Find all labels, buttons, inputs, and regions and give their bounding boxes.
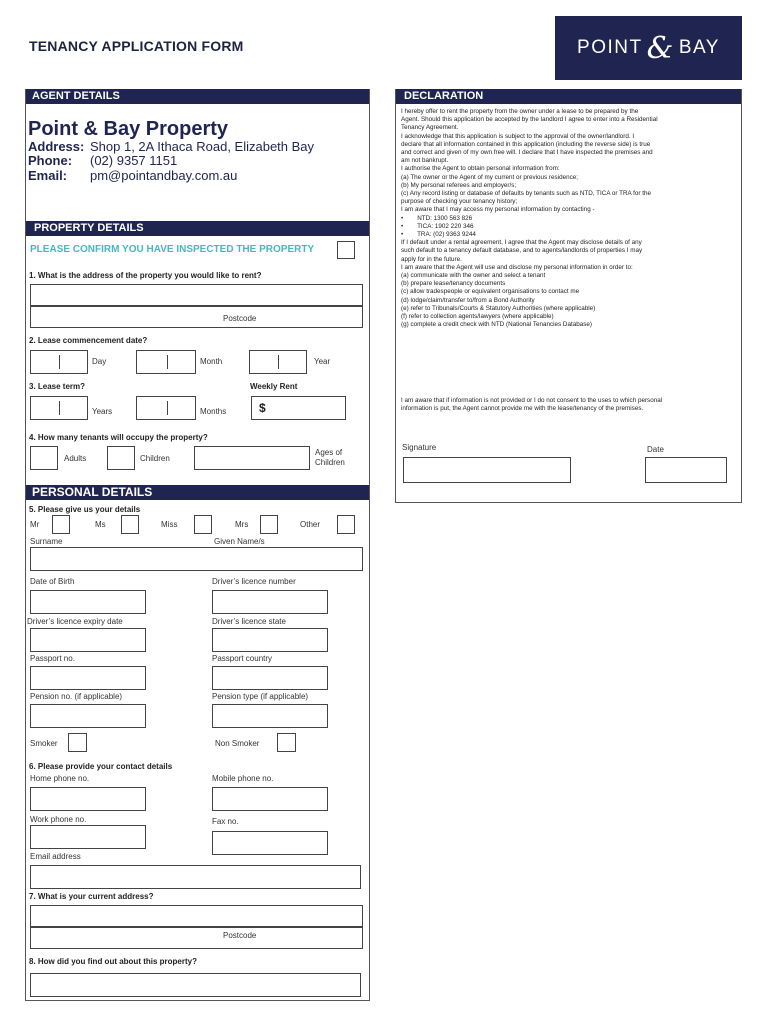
address-value: Shop 1, 2A Ithaca Road, Elizabeth Bay bbox=[90, 139, 315, 154]
q8-label: 8. How did you find out about this property? bbox=[29, 957, 197, 966]
email-address-field[interactable] bbox=[30, 865, 361, 889]
declaration-closing-line-1: I am aware that if information is not provided or I do not consent to the uses to which personal bbox=[401, 397, 663, 404]
declaration-line: apply for in the future. bbox=[401, 255, 462, 263]
property-postcode-label: Postcode bbox=[223, 314, 257, 323]
title-mrs-checkbox[interactable] bbox=[260, 515, 278, 534]
date-label: Date bbox=[647, 445, 664, 454]
licence-number-field[interactable] bbox=[212, 590, 328, 614]
email-address-label: Email address bbox=[30, 852, 81, 861]
inspection-confirm-checkbox[interactable] bbox=[337, 241, 355, 259]
passport-no-field[interactable] bbox=[30, 666, 146, 690]
declaration-line: purpose of checking your tenancy history; bbox=[401, 198, 518, 206]
property-details-header: PROPERTY DETAILS bbox=[26, 221, 369, 236]
declaration-line: such default to a tenancy default database, and to agents/landlords of properties I may bbox=[401, 247, 643, 255]
weekly-rent-label: Weekly Rent bbox=[250, 382, 298, 391]
q3-label: 3. Lease term? bbox=[29, 382, 86, 391]
referral-source-field[interactable] bbox=[30, 973, 361, 997]
month-label: Month bbox=[200, 357, 223, 366]
declaration-line: and correct and given of my own free will. I declare that I have inspected the premises and bbox=[401, 149, 653, 157]
declaration-line: If I default under a rental agreement, I agree that the Agent may disclose details of any bbox=[401, 239, 642, 247]
passport-country-field[interactable] bbox=[212, 666, 328, 690]
declaration-text bbox=[401, 108, 739, 329]
email-label: Email: bbox=[28, 168, 68, 183]
logo-text-left: POINT bbox=[577, 37, 643, 58]
ages-of-label: Ages of bbox=[315, 448, 343, 457]
non-smoker-label: Non Smoker bbox=[215, 739, 260, 748]
lease-months-field[interactable] bbox=[136, 396, 196, 420]
declaration-line: (b) My personal referees and employer/s; bbox=[401, 181, 517, 189]
agent-details-header: AGENT DETAILS bbox=[26, 89, 369, 104]
title-ms-checkbox[interactable] bbox=[121, 515, 139, 534]
lease-year-field[interactable] bbox=[249, 350, 307, 374]
lease-month-field[interactable] bbox=[136, 350, 196, 374]
fax-field[interactable] bbox=[212, 831, 328, 855]
title-mrs-label: Mrs bbox=[235, 520, 249, 529]
declaration-line: (c) Any record listing or database of defaults by tenants such as NTD, TICA or TRA for the bbox=[401, 190, 652, 198]
pension-no-field[interactable] bbox=[30, 704, 146, 728]
adults-label: Adults bbox=[64, 454, 87, 463]
dob-label: Date of Birth bbox=[30, 577, 75, 586]
declaration-line: (a) The owner or the Agent of my current or previous residence; bbox=[401, 173, 578, 181]
declaration-line: am not bankrupt. bbox=[401, 157, 449, 165]
phone-label: Phone: bbox=[28, 153, 73, 168]
mobile-phone-label: Mobile phone no. bbox=[212, 774, 274, 783]
current-postcode-label: Postcode bbox=[223, 931, 257, 940]
property-postcode-field[interactable] bbox=[30, 306, 363, 328]
declaration-line: (f) refer to collection agents/lawyers (where applicable) bbox=[401, 313, 554, 321]
phone-value: (02) 9357 1151 bbox=[90, 153, 178, 168]
logo-text-right: BAY bbox=[678, 37, 720, 58]
declaration-line: (b) prepare lease/tenancy documents bbox=[401, 280, 506, 288]
dollar-sign: $ bbox=[259, 401, 266, 415]
licence-expiry-label: Driver’s licence expiry date bbox=[27, 617, 123, 626]
work-phone-field[interactable] bbox=[30, 825, 146, 849]
mobile-phone-field[interactable] bbox=[212, 787, 328, 811]
title-miss-label: Miss bbox=[161, 520, 178, 529]
q1-label: 1. What is the address of the property you would like to rent? bbox=[29, 271, 262, 280]
current-address-field[interactable] bbox=[30, 905, 363, 927]
logo-ampersand: & bbox=[646, 30, 675, 66]
non-smoker-checkbox[interactable] bbox=[277, 733, 296, 752]
declaration-line: (e) refer to Tribunals/Courts & Statutory Authorities (where applicable) bbox=[401, 304, 596, 312]
declaration-line: • NTD: 1300 563 826 bbox=[401, 214, 473, 222]
q7-label: 7. What is your current address? bbox=[29, 892, 154, 901]
declaration-header: DECLARATION bbox=[396, 89, 741, 104]
passport-no-label: Passport no. bbox=[30, 654, 75, 663]
fax-label: Fax no. bbox=[212, 817, 239, 826]
dob-field[interactable] bbox=[30, 590, 146, 614]
q4-label: 4. How many tenants will occupy the property? bbox=[29, 433, 208, 442]
declaration-line: I am aware that I may access my personal information by contacting - bbox=[401, 206, 595, 214]
q5-label: 5. Please give us your details bbox=[29, 505, 141, 514]
declaration-line: (d) lodge/claim/transfer to/from a Bond Authority bbox=[401, 296, 535, 304]
given-name-label: Given Name/s bbox=[214, 537, 265, 546]
licence-expiry-field[interactable] bbox=[30, 628, 146, 652]
declaration-closing-line-2: information is put, the Agent cannot provide me with the lease/tenancy of the premises. bbox=[401, 405, 644, 413]
property-address-field[interactable] bbox=[30, 284, 363, 306]
surname-label: Surname bbox=[30, 537, 63, 546]
children-label: Children bbox=[140, 454, 170, 463]
lease-day-field[interactable] bbox=[30, 350, 88, 374]
agent-phone bbox=[28, 153, 177, 168]
signature-field[interactable] bbox=[403, 457, 571, 483]
declaration-line: Agent. Should this application be accepted by the landlord I agree to enter into a Residential bbox=[401, 116, 658, 124]
name-field[interactable] bbox=[30, 547, 363, 571]
declaration-line: (c) allow tradespeople or equivalent organisations to contact me bbox=[401, 288, 580, 296]
brand-logo bbox=[555, 16, 742, 80]
title-mr-checkbox[interactable] bbox=[52, 515, 70, 534]
declaration-line: • TRA: (02) 9363 9244 bbox=[401, 231, 476, 239]
passport-country-label: Passport country bbox=[212, 654, 273, 663]
licence-state-label: Driver’s licence state bbox=[212, 617, 286, 626]
pension-type-field[interactable] bbox=[212, 704, 328, 728]
home-phone-field[interactable] bbox=[30, 787, 146, 811]
ages-children-label: Children bbox=[315, 458, 345, 467]
email-value: pm@pointandbay.com.au bbox=[90, 168, 238, 183]
declaration-line: I acknowledge that this application is subject to the approval of the owner/landlord. I bbox=[401, 132, 635, 140]
months-label: Months bbox=[200, 407, 227, 416]
lease-years-field[interactable] bbox=[30, 396, 88, 420]
declaration-line: (g) complete a credit check with NTD (National Tenancies Database) bbox=[401, 321, 592, 329]
title-mr-label: Mr bbox=[30, 520, 40, 529]
current-postcode-field[interactable] bbox=[30, 927, 363, 949]
q2-label: 2. Lease commencement date? bbox=[29, 336, 148, 345]
weekly-rent-field[interactable] bbox=[251, 396, 346, 420]
declaration-line: declare that all information contained in this application (including the reverse side) is true bbox=[401, 140, 651, 148]
adults-field[interactable] bbox=[30, 446, 58, 470]
children-ages-field[interactable] bbox=[194, 446, 310, 470]
title-other-label: Other bbox=[300, 520, 321, 529]
licence-state-field[interactable] bbox=[212, 628, 328, 652]
form-title: TENANCY APPLICATION FORM bbox=[29, 38, 244, 54]
title-miss-checkbox[interactable] bbox=[194, 515, 212, 534]
date-field[interactable] bbox=[645, 457, 727, 483]
agent-name: Point & Bay Property bbox=[28, 118, 229, 140]
title-ms-label: Ms bbox=[95, 520, 106, 529]
declaration-line: I authorise the Agent to obtain personal information from: bbox=[401, 165, 560, 173]
declaration-line: • TICA: 1902 220 346 bbox=[401, 222, 474, 230]
declaration-line: I am aware that the Agent will use and disclose my personal information in order to: bbox=[401, 263, 633, 271]
declaration-closing bbox=[401, 397, 739, 413]
q6-label: 6. Please provide your contact details bbox=[29, 762, 173, 771]
signature-label: Signature bbox=[402, 443, 437, 452]
declaration-line: (a) communicate with the owner and select a tenant bbox=[401, 272, 546, 280]
home-phone-label: Home phone no. bbox=[30, 774, 90, 783]
agent-address bbox=[28, 139, 314, 154]
day-label: Day bbox=[92, 357, 107, 366]
licence-number-label: Driver’s licence number bbox=[212, 577, 296, 586]
declaration-line: I hereby offer to rent the property from the owner under a lease to be prepared by the bbox=[401, 108, 639, 115]
pension-type-label: Pension type (if applicable) bbox=[212, 692, 309, 701]
years-label: Years bbox=[92, 407, 113, 416]
work-phone-label: Work phone no. bbox=[30, 815, 87, 824]
personal-details-header: PERSONAL DETAILS bbox=[26, 485, 369, 500]
smoker-label: Smoker bbox=[30, 739, 58, 748]
children-field[interactable] bbox=[107, 446, 135, 470]
title-other-checkbox[interactable] bbox=[337, 515, 355, 534]
pension-no-label: Pension no. (if applicable) bbox=[30, 692, 123, 701]
inspection-confirm-label: PLEASE CONFIRM YOU HAVE INSPECTED THE PROPERTY bbox=[30, 244, 315, 255]
smoker-checkbox[interactable] bbox=[68, 733, 87, 752]
address-label: Address: bbox=[28, 139, 85, 154]
declaration-line: Tenancy Agreement. bbox=[401, 124, 459, 132]
year-label: Year bbox=[314, 357, 331, 366]
agent-email bbox=[28, 168, 237, 183]
